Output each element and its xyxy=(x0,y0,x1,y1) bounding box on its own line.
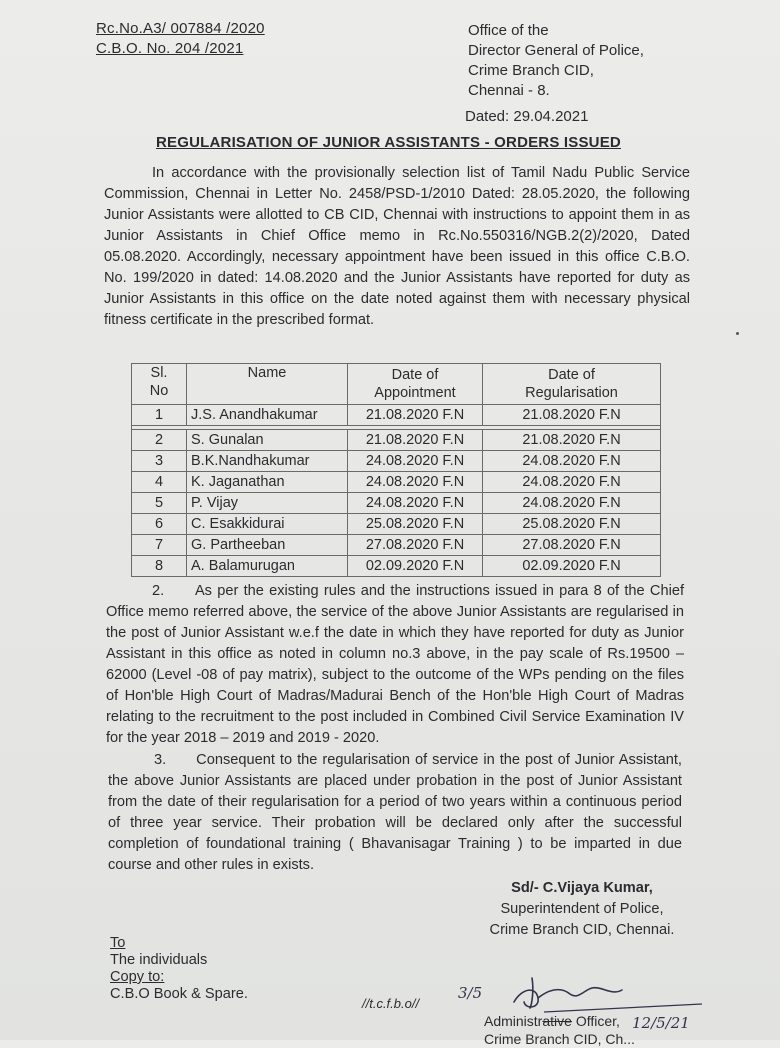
document-date: Dated: 29.04.2021 xyxy=(465,108,589,125)
cell-regularisation: 21.08.2020 F.N xyxy=(483,405,661,426)
cell-appointment: 24.08.2020 F.N xyxy=(348,493,483,514)
signatory-designation: Superintendent of Police, xyxy=(500,901,664,917)
copy-value: C.B.O Book & Spare. xyxy=(110,986,248,1002)
cell-appointment: 25.08.2020 F.N xyxy=(348,514,483,535)
paragraph-1: In accordance with the provisionally selection list of Tamil Nadu Public Service Commission, Chennai in Letter No. 2458/PSD-1/2010 Dated: 28.05.2020, the following Junior Assistants were allotted to CB CID, Chennai with instructions to appoint them in as Junior Assistants in Chief Office memo in Rc.No.550316/NGB.2(2)/2020, Dated 05.08.2020. Accordingly, necessary appointment have been issued in this office C.B.O. No. 199/2020 in dated: 14.08.2020 and the Junior Assistants have reported for duty as Junior Assistants in this office on the date noted against them with necessary physical fitness certificate in the prescribed format. xyxy=(104,165,690,328)
speck xyxy=(736,332,739,335)
copy-label: Copy to: xyxy=(110,969,165,985)
cell-name: C. Esakkidurai xyxy=(187,514,348,535)
table-row xyxy=(132,472,661,493)
table-header-row xyxy=(132,364,661,405)
table-row xyxy=(132,514,661,535)
admin-office-line: Crime Branch CID, Ch... xyxy=(484,1031,635,1047)
header-name: Name xyxy=(187,364,348,405)
signature-block xyxy=(476,878,688,941)
distribution-block xyxy=(110,935,248,1003)
cell-regularisation: 25.08.2020 F.N xyxy=(483,514,661,535)
cbo-no: C.B.O. No. 204 /2021 xyxy=(96,40,244,57)
cell-appointment: 02.09.2020 F.N xyxy=(348,556,483,577)
cell-name: P. Vijay xyxy=(187,493,348,514)
admin-officer-line xyxy=(484,1012,635,1030)
ref-no: Rc.No.A3/ 007884 /2020 xyxy=(96,20,265,37)
cell-sl: 7 xyxy=(132,535,187,556)
cell-sl: 8 xyxy=(132,556,187,577)
cell-regularisation: 24.08.2020 F.N xyxy=(483,451,661,472)
office-line: Director General of Police, xyxy=(468,42,644,59)
cell-regularisation: 24.08.2020 F.N xyxy=(483,493,661,514)
header-date-appointment: Date of Appointment xyxy=(348,364,483,405)
cell-sl: 1 xyxy=(132,405,187,426)
cell-sl: 6 xyxy=(132,514,187,535)
office-line: Crime Branch CID, xyxy=(468,62,594,79)
cell-name: J.S. Anandhakumar xyxy=(187,405,348,426)
table-row xyxy=(132,405,661,426)
cell-name: A. Balamurugan xyxy=(187,556,348,577)
cell-sl: 2 xyxy=(132,430,187,451)
signatory-office: Crime Branch CID, Chennai. xyxy=(489,922,675,938)
header-sl-no: Sl. No xyxy=(132,364,187,405)
signature-underline xyxy=(544,1004,702,1012)
cell-regularisation: 27.08.2020 F.N xyxy=(483,535,661,556)
table-row xyxy=(132,493,661,514)
admin-prefix: Administr xyxy=(484,1013,543,1029)
table-row xyxy=(132,430,661,451)
table-row xyxy=(132,451,661,472)
cell-regularisation: 21.08.2020 F.N xyxy=(483,430,661,451)
office-address xyxy=(468,21,644,101)
paragraph-2: 2. As per the existing rules and the instructions issued in para 8 of the Chief Office memo referred above, the service of the above Junior Assistants are regularised in the post of Junior Assistant w.e.f the date in which they have reported for duty as Junior Assistant in this office as noted in column no.3 above, in the pay scale of Rs.19500 – 62000 (Level -08 of pay matrix), subject to the outcome of the WPs pending on the files of Hon'ble High Court of Madras/Madurai Bench of the Hon'ble High Court of Madras relating to the recruitment to the post included in Combined Civil Service Examination IV for the year 2018 – 2019 and 2019 - 2020. xyxy=(106,583,689,746)
cell-appointment: 24.08.2020 F.N xyxy=(348,451,483,472)
cell-name: K. Jaganathan xyxy=(187,472,348,493)
office-line: Chennai - 8. xyxy=(468,82,550,99)
cell-sl: 5 xyxy=(132,493,187,514)
cell-appointment: 27.08.2020 F.N xyxy=(348,535,483,556)
cell-name: S. Gunalan xyxy=(187,430,348,451)
reference-numbers xyxy=(96,19,265,59)
header-date-regularisation: Date of Regularisation xyxy=(483,364,661,405)
signature-stroke xyxy=(514,978,622,1008)
to-label: To xyxy=(110,935,126,951)
signatory-name: Sd/- C.Vijaya Kumar, xyxy=(511,880,653,896)
cell-appointment: 24.08.2020 F.N xyxy=(348,472,483,493)
cell-sl: 4 xyxy=(132,472,187,493)
office-line: Office of the xyxy=(468,22,549,39)
cell-sl: 3 xyxy=(132,451,187,472)
admin-suffix: Officer, xyxy=(571,1013,620,1029)
document-title: REGULARISATION OF JUNIOR ASSISTANTS - ORDERS ISSUED xyxy=(156,134,621,151)
tcfb-reference: //t.c.f.b.o// xyxy=(362,996,420,1011)
admin-struck: ative xyxy=(542,1013,572,1029)
cell-appointment: 21.08.2020 F.N xyxy=(348,405,483,426)
table-row xyxy=(132,535,661,556)
cell-appointment: 21.08.2020 F.N xyxy=(348,430,483,451)
cell-name: G. Partheeban xyxy=(187,535,348,556)
handwritten-initials: 12/5/21 xyxy=(632,1014,690,1032)
admin-officer-block xyxy=(484,1012,635,1048)
assistants-table xyxy=(131,363,661,577)
paragraph-3: 3. Consequent to the regularisation of service in the post of Junior Assistant, the above Junior Assistants are placed under probation in the post of Junior Assistant from the date of their regularisation for a period of two years within a continuous period of three year service. Their probation will be declared only after the successful completion of foundational training ( Bhavanisagar Training ) to be imparted in due course and other rules in exists. xyxy=(108,752,687,873)
to-value: The individuals xyxy=(110,952,208,968)
cell-name: B.K.Nandhakumar xyxy=(187,451,348,472)
cell-regularisation: 24.08.2020 F.N xyxy=(483,472,661,493)
table-row xyxy=(132,556,661,577)
handwritten-date: 3/5 xyxy=(458,984,483,1002)
cell-regularisation: 02.09.2020 F.N xyxy=(483,556,661,577)
